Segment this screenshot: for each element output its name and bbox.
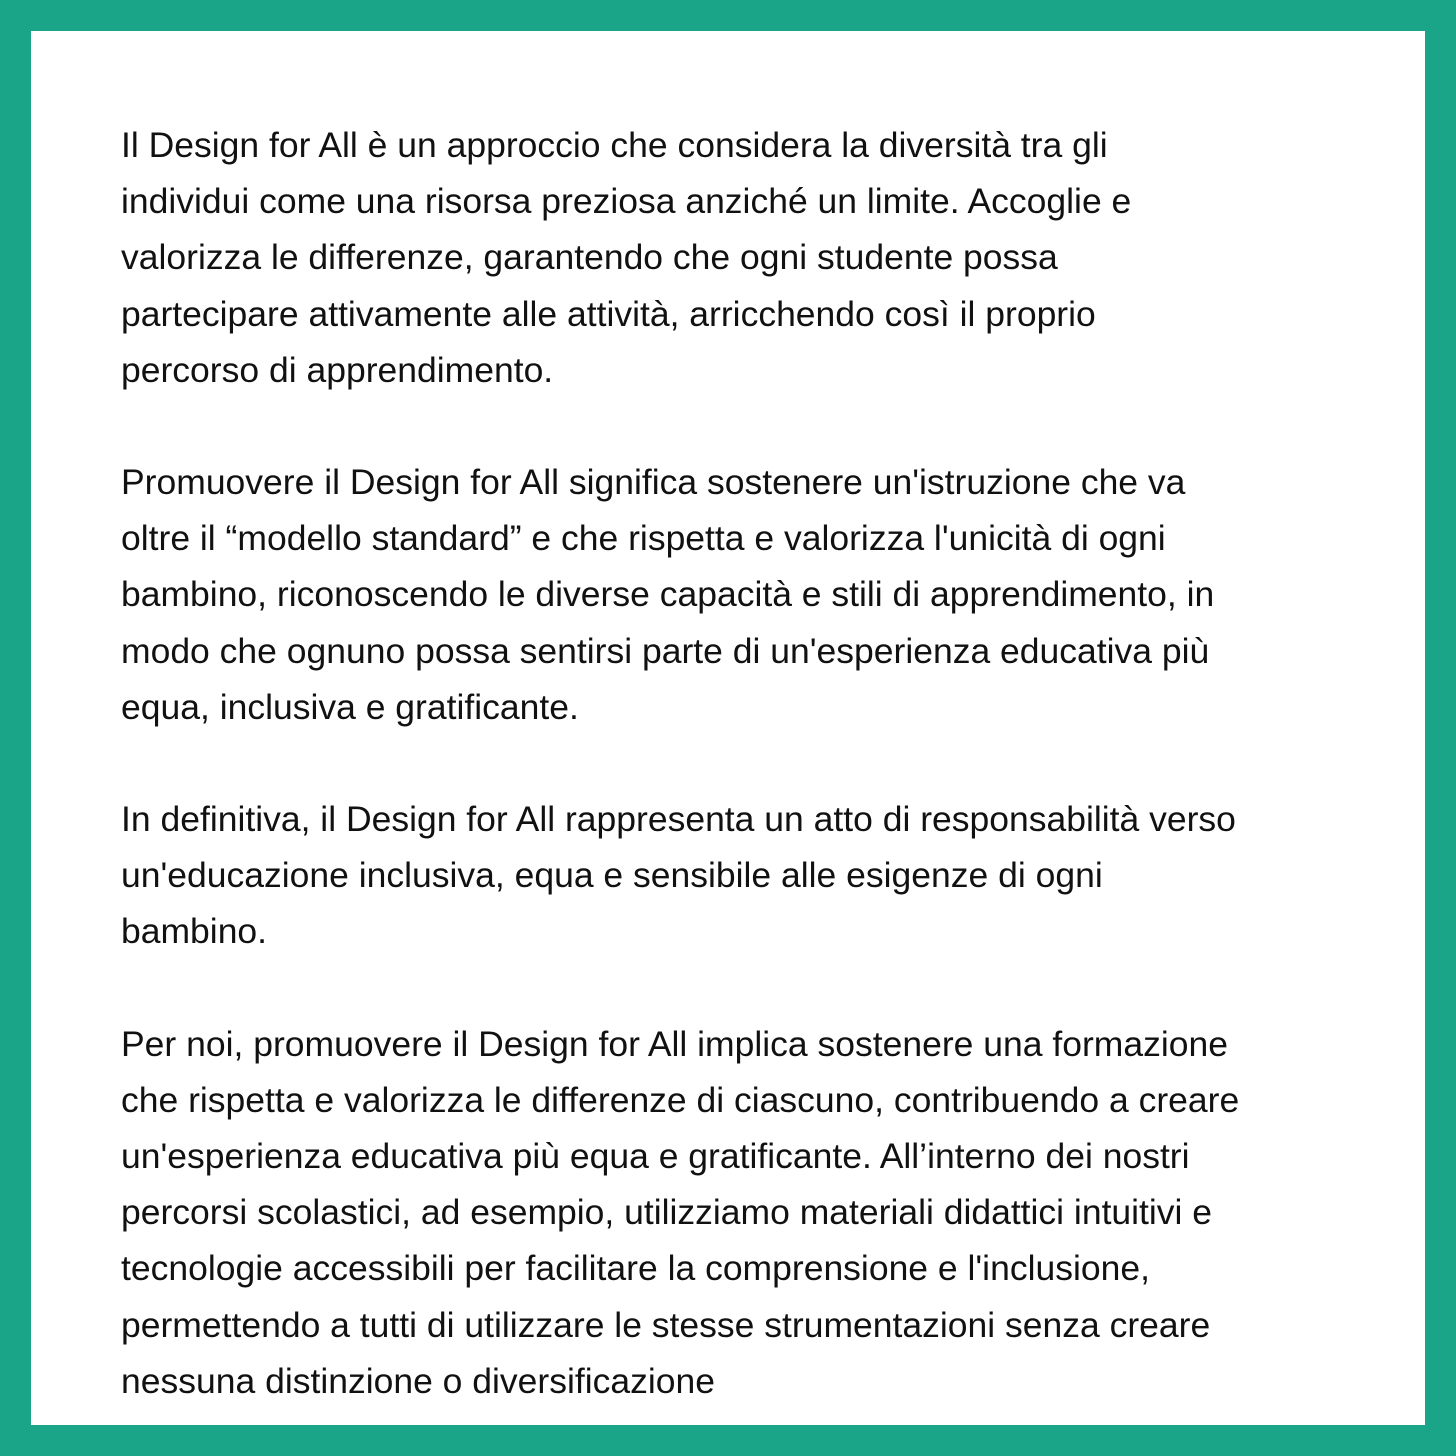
- paragraph-promote: Promuovere il Design for All significa sostenere un'istruzione che va oltre il “modello standard” e che rispetta e valorizza l'unicità di ogni bambino, riconoscendo le diverse capacità e stili di apprendimento, in modo che ognuno possa sentirsi parte di un'esperienza educativa più equa, inclusiva e gratificante.: [121, 462, 1215, 727]
- paragraph-conclusion: In definitiva, il Design for All rappresenta un atto di responsabilità verso un'educazione inclusiva, equa e sensibile alle esigenze di ogni bambino.: [121, 799, 1236, 952]
- paragraph-for-us: Per noi, promuovere il Design for All implica sostenere una formazione che rispetta e valorizza le differenze di ciascuno, contribuendo a creare un'esperienza educativa più equa e gratificante. All’interno dei nostri percorsi scolastici, ad esempio, utilizziamo materiali didattici intuitivi e tecnologie accessibili per facilitare la comprensione e l'inclusione, permettendo a tutti di utilizzare le stesse strumentazioni senza creare nessuna distinzione o diversificazione: [121, 1023, 1240, 1401]
- text-card: [31, 31, 1425, 1425]
- paragraph-intro: Il Design for All è un approccio che considera la diversità tra gli individui come una risorsa preziosa anziché un limite. Accoglie e valorizza le differenze, garantendo che ogni studente possa partecipare attivamente alle attività, arricchendo così il proprio percorso di apprendimento.: [121, 125, 1132, 390]
